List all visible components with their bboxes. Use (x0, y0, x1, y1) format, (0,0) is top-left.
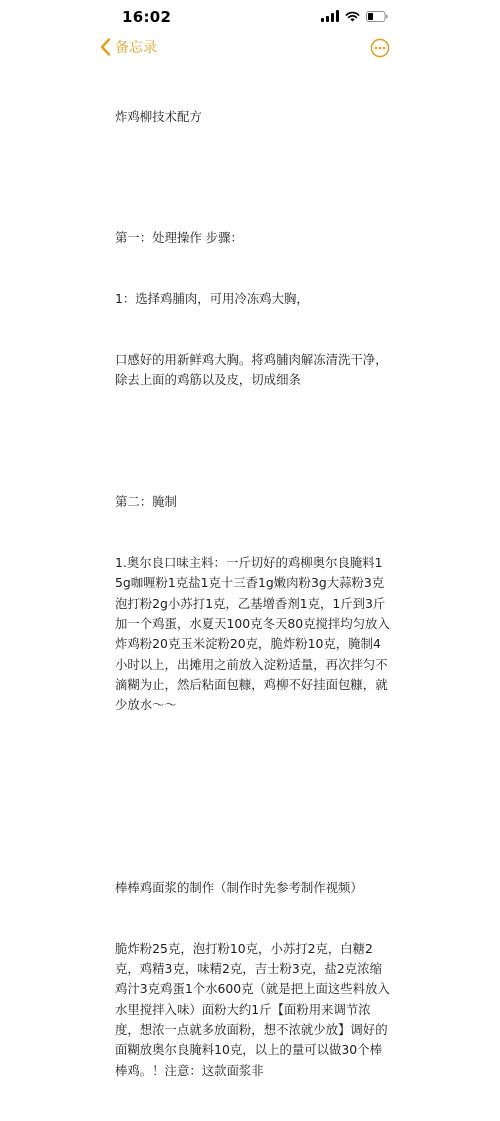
note-line: 1.奥尔良口味主料：一斤切好的鸡柳奥尔良腌料15g咖喱粉1克盐1克十三香1g嫩肉粉3g大蒜粉3克泡打粉2g小苏打1克，乙基增香剂1克，1斤到3斤加一个鸡蛋，水夏天100克冬天80克搅拌均匀放入炸鸡粉20克玉米淀粉20克，脆炸粉10克，腌制4小时以上，出摊用之前放入淀粉适量，再次拌匀不滴糊为止，然后粘面包糠，鸡柳不好挂面包糠，就少放水～～ (115, 555, 390, 713)
note-line: 脆炸粉25克，泡打粉10克，小苏打2克，白糖2克，鸡精3克，味精2克，吉士粉3克，盐2克浓缩鸡汁3克鸡蛋1个水600克（就是把上面这些料放入水里搅拌入味）面粉大约1斤【面粉用来调节浓度，想浓一点就多放面粉，想不浓就少放】调好的面糊放奥尔良腌料10克，以上的量可以做30个棒棒鸡。！注意：这款面浆非 (115, 940, 390, 1078)
status-bar (0, 0, 500, 34)
ellipsis-circle-icon[interactable] (370, 38, 390, 58)
blank-line (115, 817, 390, 837)
note-line: 第一：处理操作 步骤： (115, 230, 243, 246)
note-body[interactable] (115, 66, 390, 1121)
blank-line (115, 756, 390, 776)
note-line: 第二：腌制 (115, 494, 177, 510)
status-time: 16:02 (122, 8, 172, 26)
note-line: 口感好的用新鲜鸡大胸。将鸡脯肉解冻清洗干净，除去上面的鸡筋以及皮，切成细条 (115, 352, 388, 388)
blank-line (115, 167, 390, 187)
note-line: 棒棒鸡面浆的制作（制作时先参考制作视频） (115, 879, 363, 895)
battery-icon (366, 11, 388, 22)
cellular-signal-icon (321, 10, 339, 22)
chevron-left-icon (100, 38, 111, 56)
blank-line (115, 431, 390, 451)
back-button[interactable] (100, 37, 157, 57)
note-title: 炸鸡柳技术配方 (115, 108, 202, 124)
nav-bar (0, 34, 500, 64)
wifi-icon (345, 11, 360, 22)
status-icons (321, 10, 388, 22)
back-label: 备忘录 (115, 40, 157, 56)
note-line: 1：选择鸡脯肉，可用冷冻鸡大胸， (115, 291, 309, 307)
